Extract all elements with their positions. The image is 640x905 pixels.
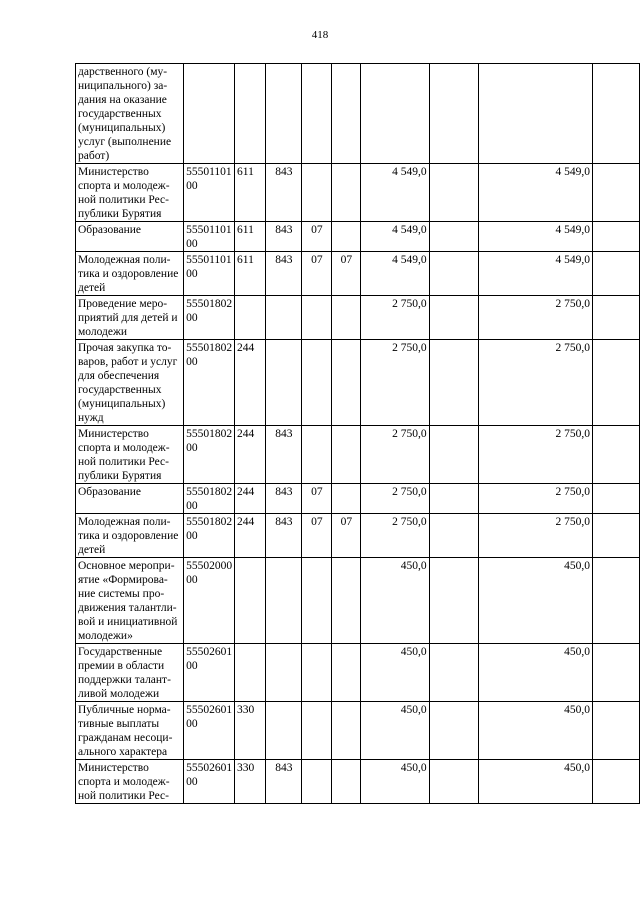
amount-cell: 450,0 xyxy=(361,760,429,804)
table-row xyxy=(76,644,640,702)
section-code-cell: 07 xyxy=(302,514,332,558)
expense-type-cell: 244 xyxy=(235,340,266,426)
amount-empty-cell xyxy=(429,644,479,702)
trailing-cell xyxy=(593,426,640,484)
table-row xyxy=(76,296,640,340)
trailing-cell xyxy=(593,340,640,426)
subsection-code-cell xyxy=(332,760,361,804)
expense-type-cell xyxy=(235,296,266,340)
amount-total-cell: 2 750,0 xyxy=(479,426,593,484)
trailing-cell xyxy=(593,644,640,702)
amount-total-cell xyxy=(479,64,593,164)
expense-type-cell xyxy=(235,64,266,164)
subsection-code-cell xyxy=(332,702,361,760)
section-code-cell xyxy=(302,64,332,164)
amount-total-cell: 450,0 xyxy=(479,702,593,760)
target-article-code-cell: 5550110100 xyxy=(184,222,235,252)
section-code-cell xyxy=(302,164,332,222)
section-code-cell: 07 xyxy=(302,252,332,296)
budget-holder-code-cell xyxy=(266,64,302,164)
row-name-cell: Прочая закупка то- варов, работ и услуг для обеспечения государственных (муниципальных) нужд xyxy=(76,340,184,426)
section-code-cell: 07 xyxy=(302,222,332,252)
subsection-code-cell: 07 xyxy=(332,252,361,296)
amount-cell: 2 750,0 xyxy=(361,296,429,340)
subsection-code-cell: 07 xyxy=(332,514,361,558)
amount-cell: 450,0 xyxy=(361,558,429,644)
section-code-cell xyxy=(302,558,332,644)
subsection-code-cell xyxy=(332,558,361,644)
amount-empty-cell xyxy=(429,514,479,558)
table-body xyxy=(76,64,640,804)
target-article-code-cell xyxy=(184,64,235,164)
budget-holder-code-cell xyxy=(266,702,302,760)
amount-empty-cell xyxy=(429,702,479,760)
trailing-cell xyxy=(593,296,640,340)
amount-cell: 450,0 xyxy=(361,644,429,702)
subsection-code-cell xyxy=(332,164,361,222)
expense-type-cell: 244 xyxy=(235,426,266,484)
amount-total-cell: 450,0 xyxy=(479,558,593,644)
expense-type-cell: 330 xyxy=(235,702,266,760)
trailing-cell xyxy=(593,222,640,252)
row-name-cell: Проведение меро- приятий для детей и молодежи xyxy=(76,296,184,340)
amount-cell: 2 750,0 xyxy=(361,426,429,484)
section-code-cell xyxy=(302,702,332,760)
trailing-cell xyxy=(593,64,640,164)
target-article-code-cell: 5550200000 xyxy=(184,558,235,644)
target-article-code-cell: 5550180200 xyxy=(184,340,235,426)
amount-total-cell: 4 549,0 xyxy=(479,222,593,252)
amount-empty-cell xyxy=(429,426,479,484)
row-name-cell: Образование xyxy=(76,222,184,252)
amount-cell: 4 549,0 xyxy=(361,252,429,296)
trailing-cell xyxy=(593,760,640,804)
amount-empty-cell xyxy=(429,252,479,296)
subsection-code-cell xyxy=(332,296,361,340)
budget-holder-code-cell: 843 xyxy=(266,514,302,558)
amount-total-cell: 2 750,0 xyxy=(479,296,593,340)
table-row xyxy=(76,64,640,164)
amount-cell xyxy=(361,64,429,164)
amount-empty-cell xyxy=(429,760,479,804)
target-article-code-cell: 5550110100 xyxy=(184,164,235,222)
row-name-cell: Министерство спорта и молодеж- ной политики Рес- публики Бурятия xyxy=(76,426,184,484)
subsection-code-cell xyxy=(332,222,361,252)
amount-empty-cell xyxy=(429,164,479,222)
budget-holder-code-cell: 843 xyxy=(266,252,302,296)
amount-total-cell: 2 750,0 xyxy=(479,484,593,514)
section-code-cell xyxy=(302,296,332,340)
budget-holder-code-cell xyxy=(266,558,302,644)
trailing-cell xyxy=(593,558,640,644)
table-row xyxy=(76,340,640,426)
expense-type-cell: 244 xyxy=(235,484,266,514)
section-code-cell xyxy=(302,644,332,702)
page-number: 418 xyxy=(311,29,329,41)
row-name-cell: Министерство спорта и молодеж- ной политики Рес- xyxy=(76,760,184,804)
target-article-code-cell: 5550180200 xyxy=(184,514,235,558)
trailing-cell xyxy=(593,484,640,514)
table-row xyxy=(76,702,640,760)
expense-type-cell: 611 xyxy=(235,164,266,222)
table-row xyxy=(76,252,640,296)
amount-cell: 4 549,0 xyxy=(361,164,429,222)
target-article-code-cell: 5550180200 xyxy=(184,426,235,484)
table-row xyxy=(76,484,640,514)
section-code-cell xyxy=(302,426,332,484)
budget-holder-code-cell: 843 xyxy=(266,484,302,514)
target-article-code-cell: 5550260100 xyxy=(184,644,235,702)
table-row xyxy=(76,514,640,558)
amount-empty-cell xyxy=(429,64,479,164)
row-name-cell: Государственные премии в области поддержки талант- ливой молодежи xyxy=(76,644,184,702)
amount-cell: 450,0 xyxy=(361,702,429,760)
amount-cell: 2 750,0 xyxy=(361,514,429,558)
target-article-code-cell: 5550260100 xyxy=(184,760,235,804)
expense-type-cell xyxy=(235,644,266,702)
table-row xyxy=(76,426,640,484)
budget-holder-code-cell: 843 xyxy=(266,426,302,484)
amount-total-cell: 2 750,0 xyxy=(479,514,593,558)
section-code-cell xyxy=(302,760,332,804)
target-article-code-cell: 5550180200 xyxy=(184,484,235,514)
amount-cell: 2 750,0 xyxy=(361,484,429,514)
budget-holder-code-cell: 843 xyxy=(266,760,302,804)
target-article-code-cell: 5550110100 xyxy=(184,252,235,296)
subsection-code-cell xyxy=(332,64,361,164)
expense-type-cell: 611 xyxy=(235,222,266,252)
subsection-code-cell xyxy=(332,426,361,484)
budget-holder-code-cell: 843 xyxy=(266,222,302,252)
amount-empty-cell xyxy=(429,222,479,252)
table-row xyxy=(76,222,640,252)
target-article-code-cell: 5550180200 xyxy=(184,296,235,340)
amount-empty-cell xyxy=(429,340,479,426)
amount-cell: 4 549,0 xyxy=(361,222,429,252)
expense-type-cell xyxy=(235,558,266,644)
table-row xyxy=(76,558,640,644)
amount-total-cell: 2 750,0 xyxy=(479,340,593,426)
trailing-cell xyxy=(593,702,640,760)
budget-holder-code-cell xyxy=(266,340,302,426)
table-row xyxy=(76,760,640,804)
section-code-cell xyxy=(302,340,332,426)
amount-total-cell: 4 549,0 xyxy=(479,164,593,222)
budget-table xyxy=(75,63,640,804)
amount-total-cell: 450,0 xyxy=(479,760,593,804)
subsection-code-cell xyxy=(332,340,361,426)
table-row xyxy=(76,164,640,222)
row-name-cell: дарственного (му- ниципального) за- дания на оказание государственных (муниципальных) услуг (выполнение работ) xyxy=(76,64,184,164)
expense-type-cell: 611 xyxy=(235,252,266,296)
row-name-cell: Молодежная поли- тика и оздоровление детей xyxy=(76,252,184,296)
section-code-cell: 07 xyxy=(302,484,332,514)
budget-holder-code-cell xyxy=(266,644,302,702)
row-name-cell: Основное меропри- ятие «Формирова- ние системы про- движения талантли- вой и инициативной молодежи» xyxy=(76,558,184,644)
trailing-cell xyxy=(593,514,640,558)
subsection-code-cell xyxy=(332,484,361,514)
trailing-cell xyxy=(593,164,640,222)
budget-holder-code-cell xyxy=(266,296,302,340)
row-name-cell: Публичные норма- тивные выплаты гражданам несоци- ального характера xyxy=(76,702,184,760)
amount-empty-cell xyxy=(429,484,479,514)
row-name-cell: Министерство спорта и молодеж- ной политики Рес- публики Бурятия xyxy=(76,164,184,222)
amount-empty-cell xyxy=(429,558,479,644)
target-article-code-cell: 5550260100 xyxy=(184,702,235,760)
amount-cell: 2 750,0 xyxy=(361,340,429,426)
row-name-cell: Образование xyxy=(76,484,184,514)
row-name-cell: Молодежная поли- тика и оздоровление детей xyxy=(76,514,184,558)
amount-empty-cell xyxy=(429,296,479,340)
amount-total-cell: 450,0 xyxy=(479,644,593,702)
trailing-cell xyxy=(593,252,640,296)
expense-type-cell: 244 xyxy=(235,514,266,558)
budget-holder-code-cell: 843 xyxy=(266,164,302,222)
subsection-code-cell xyxy=(332,644,361,702)
expense-type-cell: 330 xyxy=(235,760,266,804)
amount-total-cell: 4 549,0 xyxy=(479,252,593,296)
